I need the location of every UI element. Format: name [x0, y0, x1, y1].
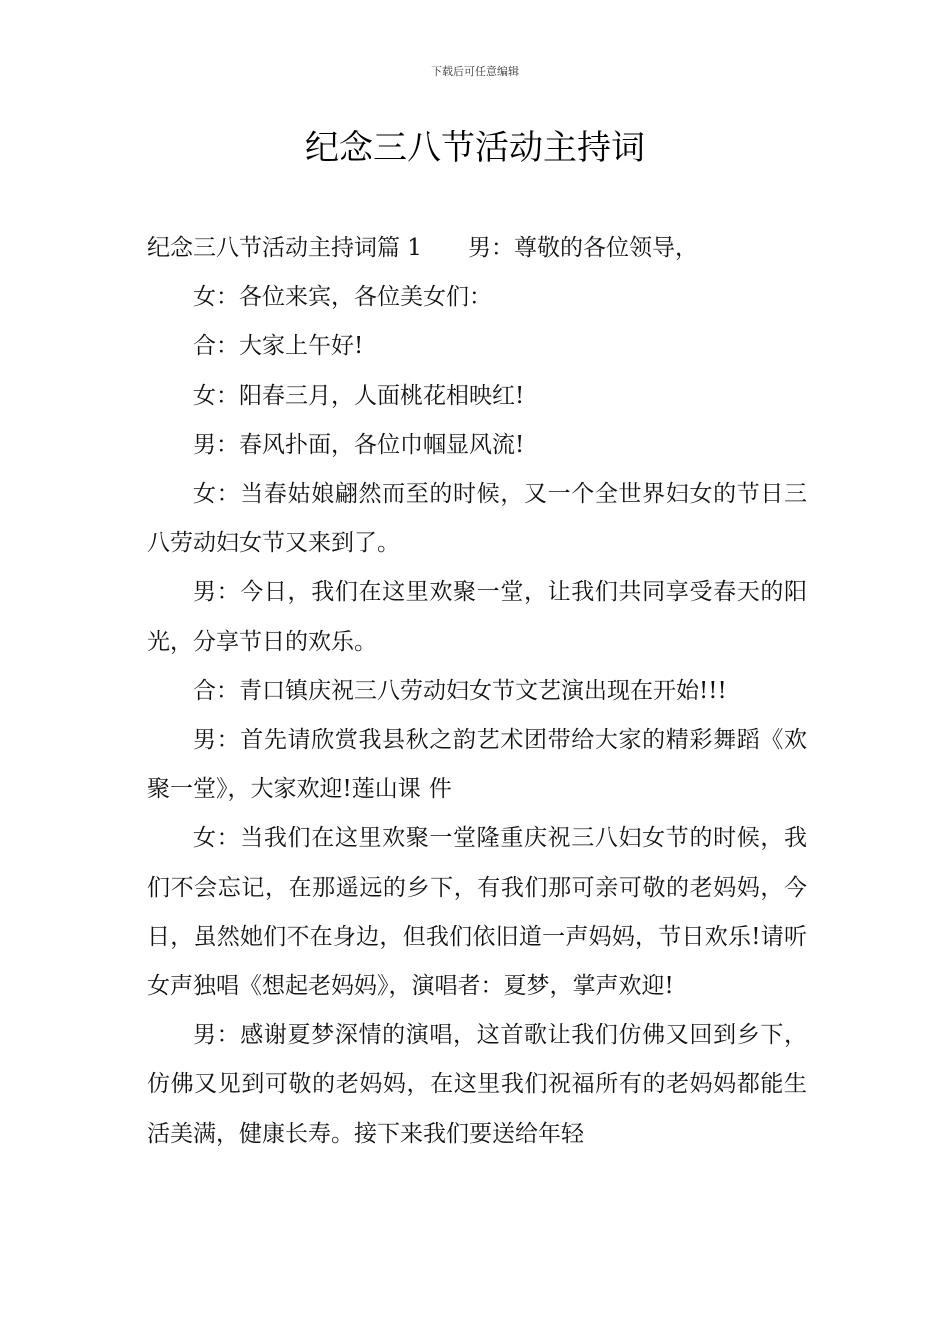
paragraph-first-line	[147, 224, 807, 273]
document-body	[147, 224, 807, 1159]
paragraph: 合：大家上午好!	[193, 333, 364, 360]
paragraph: 女：阳春三月，人面桃花相映红!	[193, 382, 525, 409]
dance-text-tail: 件	[428, 776, 452, 803]
paragraph: 男：今日，我们在这里欢聚一堂，让我们共同享受春天的阳光，分享节日的欢乐。	[147, 579, 807, 655]
paragraph: 女：当春姑娘翩然而至的时候，又一个全世界妇女的节日三八劳动妇女节又来到了。	[147, 481, 807, 557]
paragraph-dance	[147, 716, 807, 814]
paragraph: 男：春风扑面，各位巾帼显风流!	[193, 431, 525, 458]
document-title: 纪念三八节活动主持词	[305, 128, 645, 168]
opening-line: 男：尊敬的各位领导，	[467, 235, 698, 261]
section-heading: 纪念三八节活动主持词篇 1	[147, 235, 422, 261]
paragraph: 女：各位来宾，各位美女们：	[193, 284, 492, 311]
paragraph: 男：感谢夏梦深情的演唱，这首歌让我们仿佛又回到乡下，仿佛又见到可敬的老妈妈，在这里我们祝福所有的老妈妈都能生活美满，健康长寿。接下来我们要送给年轻	[147, 1022, 807, 1147]
header-note: 下载后可任意编辑	[431, 65, 519, 78]
dance-text: 男：首先请欣赏我县秋之韵艺术团带给大家的精彩舞蹈《欢聚一堂》，大家欢迎!莲山课	[147, 727, 807, 803]
paragraph: 女：当我们在这里欢聚一堂隆重庆祝三八妇女节的时候，我们不会忘记，在那遥远的乡下，有我们那可亲可敬的老妈妈，今日，虽然她们不在身边，但我们依旧道一声妈妈，节日欢乐!请听女声独唱《想起老妈妈》，演唱者：夏梦，掌声欢迎!	[147, 825, 807, 1000]
paragraph: 合：青口镇庆祝三八劳动妇女节文艺演出现在开始!!!	[193, 677, 727, 704]
